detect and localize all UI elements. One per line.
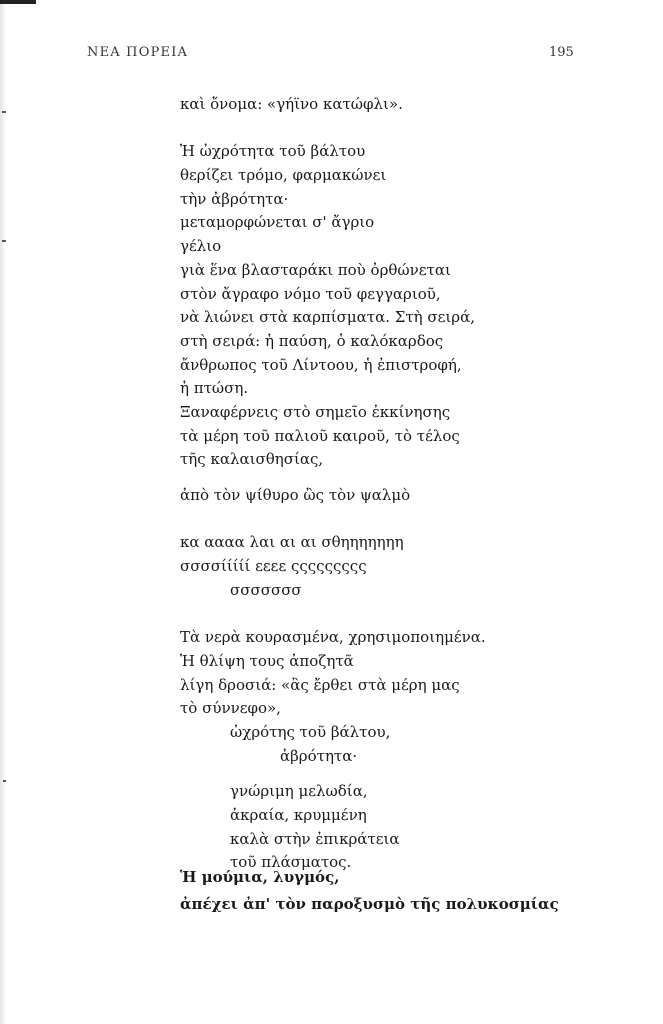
poem-line: τῆς καλαισθησίας, xyxy=(180,450,324,469)
scan-mark xyxy=(3,780,6,782)
poem-line: στὸν ἄγραφο νόμο τοῦ φεγγαριοῦ, xyxy=(180,284,441,303)
page-binding-shadow xyxy=(0,0,6,1024)
poem-line: στὴ σειρά: ἡ παύση, ὁ καλόκαρδος xyxy=(180,331,444,350)
poem-line: σσσσσσσ xyxy=(230,580,302,599)
poem-line: θερίζει τρόμο, φαρμακώνει xyxy=(180,166,387,185)
poem-body xyxy=(180,93,620,875)
poem-line: Ἡ θλίψη τους ἀποζητᾶ xyxy=(180,651,354,670)
scan-mark xyxy=(2,240,6,242)
poem-line: τοῦ πλάσματος. xyxy=(230,853,352,872)
poem-line: Τὰ νερὰ κουρασμένα, χρησιμοποιημένα. xyxy=(180,628,486,647)
poem-line: ἀκραία, κρυμμένη xyxy=(230,805,367,824)
poem-line: Ἡ ὠχρότητα τοῦ βάλτου xyxy=(180,142,366,161)
poem-line: ὠχρότης τοῦ βάλτου, xyxy=(230,722,391,741)
poem-line: σσσσίίίίί εεεε ςςςςςςςςς xyxy=(180,557,367,576)
poem-line: τὴν ἀβρότητα· xyxy=(180,189,289,208)
poem-line: γνώριμη μελωδία, xyxy=(230,782,368,801)
poem-line: γιὰ ἕνα βλασταράκι ποὺ ὀρθώνεται xyxy=(180,260,451,279)
poem-line: ἀβρότητα· xyxy=(280,746,358,765)
poem-line: τὸ σύννεφο», xyxy=(180,699,281,718)
running-head: ΝΕΑ ΠΟΡΕΙΑ xyxy=(87,45,189,60)
page-number: 195 xyxy=(549,45,574,60)
poem-line: καὶ ὄνομα: «γήϊνο κατώφλι». xyxy=(180,95,403,113)
poem-line: Ξαναφέρνεις στὸ σημεῖο ἐκκίνησης xyxy=(180,402,451,421)
closing-line: Ἡ μούμια, λυγμός, xyxy=(180,868,340,886)
poem-line: ἡ πτώση. xyxy=(180,379,249,398)
poem-line: μεταμορφώνεται σ' ἄγριο xyxy=(180,213,375,232)
scan-edge-mark xyxy=(0,0,36,4)
poem-line: κα αααα λαι αι αι σθηηηηηηη xyxy=(180,533,404,552)
poem-line: ἄνθρωπος τοῦ Λίντοου, ἡ ἐπιστροφή, xyxy=(180,355,462,374)
poem-line: νὰ λιώνει στὰ καρπίσματα. Στὴ σειρά, xyxy=(180,308,476,327)
scan-mark xyxy=(2,111,6,113)
poem-line: λίγη δροσιά: «ἂς ἔρθει στὰ μέρη μας xyxy=(180,675,460,694)
poem-line: τὰ μέρη τοῦ παλιοῦ καιροῦ, τὸ τέλος xyxy=(180,426,460,445)
closing-line: ἀπέχει ἀπ' τὸν παροξυσμὸ τῆς πολυκοσμίας xyxy=(180,895,559,913)
poem-line: καλὰ στὴν ἐπικράτεια xyxy=(230,829,400,848)
poem-line: γέλιο xyxy=(180,237,222,256)
poem-line: ἀπὸ τὸν ψίθυρο ὢς τὸν ψαλμὸ xyxy=(180,486,411,504)
